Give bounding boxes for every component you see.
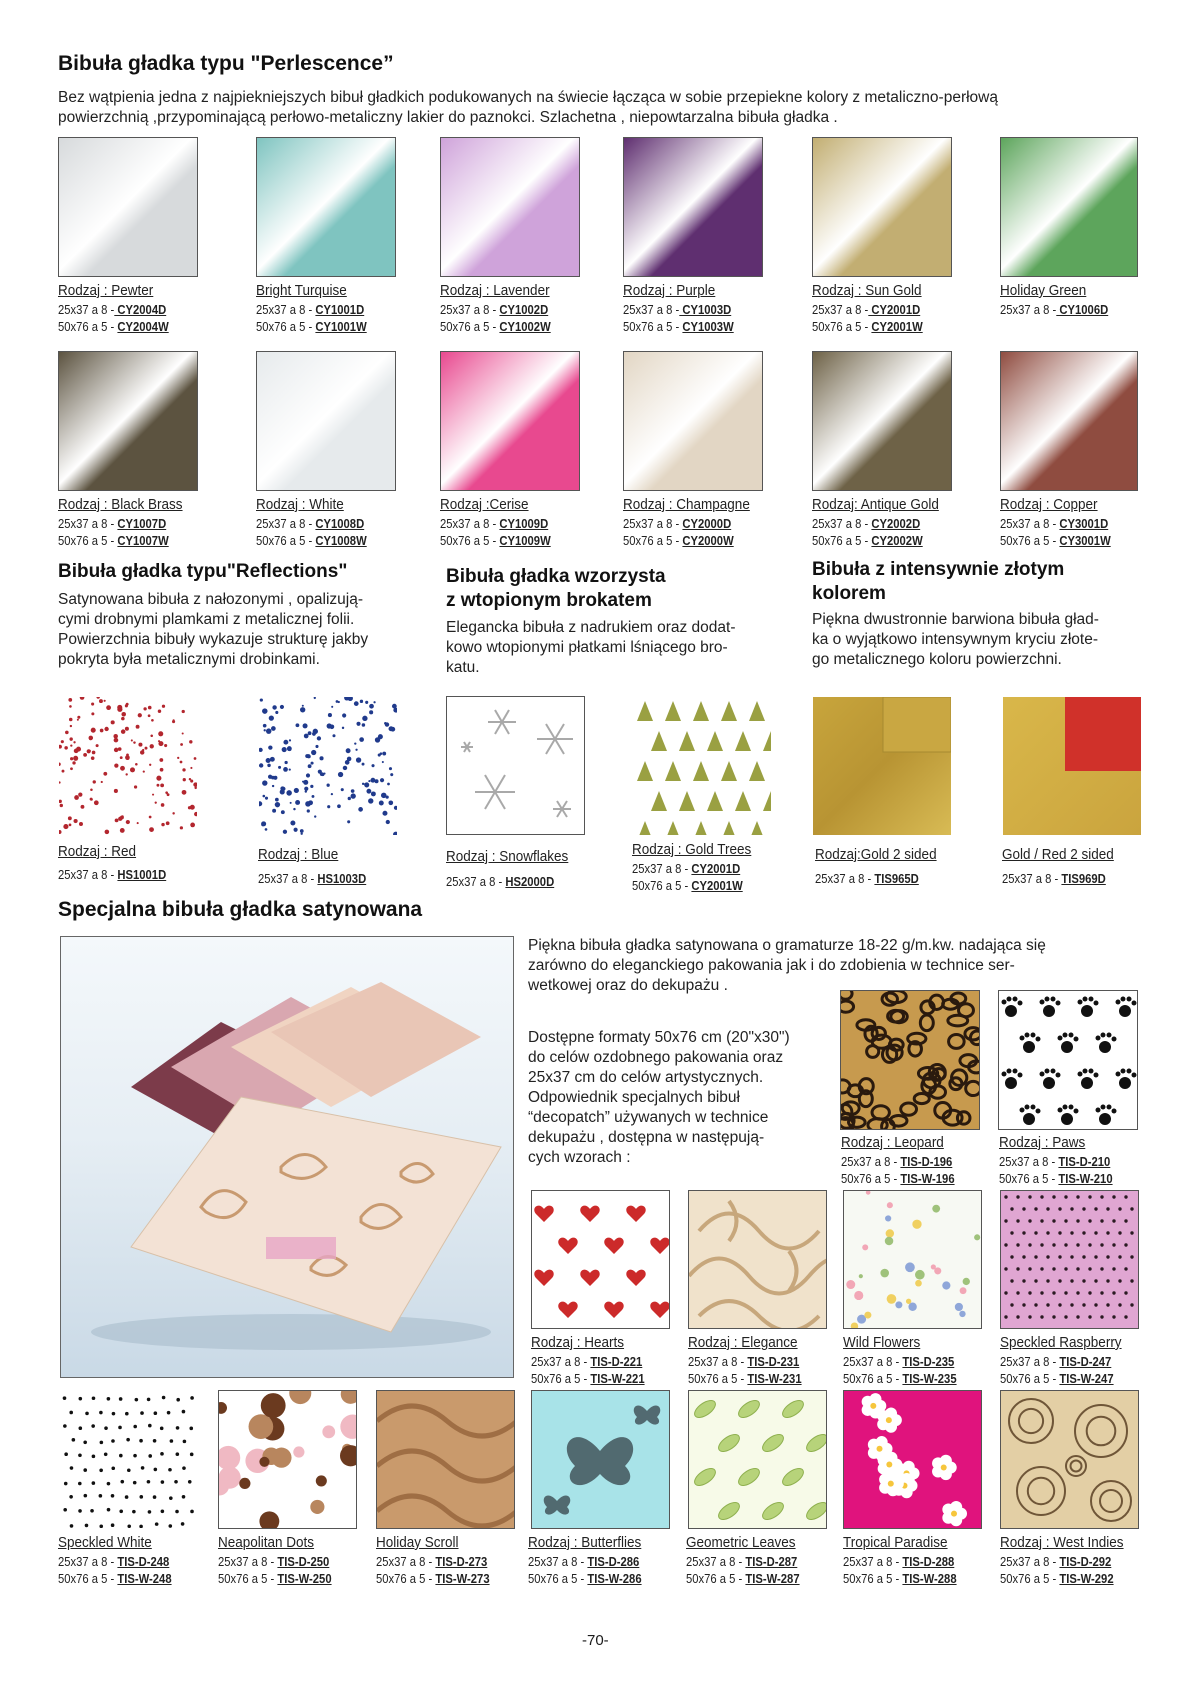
product-label: Tropical Paradise <box>843 1534 948 1551</box>
size-small: 25x37 a 8 - <box>58 517 118 531</box>
product-code-small <box>58 516 166 532</box>
code-small: CY2001D <box>691 862 741 876</box>
product-code-small <box>999 1154 1110 1170</box>
product-code-large <box>218 1571 332 1587</box>
product-code-small <box>623 302 731 318</box>
reflections-desc-line: Powierzchnia bibuły wykazuje strukturę jakby <box>58 631 369 648</box>
product-label: Rodzaj : Snowflakes <box>446 848 569 865</box>
size-small: 25x37 a 8 - <box>843 1555 903 1569</box>
code-small: HS1003D <box>317 872 367 886</box>
product-code-large <box>376 1571 490 1587</box>
code-large: TIS-W-288 <box>902 1572 957 1586</box>
product-code-small <box>843 1554 954 1570</box>
size-small: 25x37 a 8 - <box>815 872 875 886</box>
product-code-small <box>1000 516 1108 532</box>
product-label: Rodzaj : Sun Gold <box>812 282 922 299</box>
product-code-large <box>58 319 169 335</box>
satin-desc-line: cych wzorach : <box>528 1149 631 1166</box>
snowflakes-swatch <box>446 696 585 835</box>
perlescence-desc-line2: powierzchnią ,przypominającą perłowo-metaliczny lakier do paznokci. Szlachetna , niepowtarzalna bibuła gładka . <box>58 109 838 126</box>
size-small: 25x37 a 8 - <box>256 303 316 317</box>
product-label: Rodzaj : Hearts <box>531 1334 625 1351</box>
code-small: CY2002D <box>871 517 921 531</box>
size-large: 50x76 a 5 - <box>528 1572 588 1586</box>
code-small: TIS-D-221 <box>590 1355 643 1369</box>
satin-desc-1 <box>528 936 1088 996</box>
size-large: 50x76 a 5 - <box>812 534 872 548</box>
code-large: TIS-W-221 <box>590 1372 645 1386</box>
product-label: Gold / Red 2 sided <box>1002 846 1114 863</box>
code-small: CY3001D <box>1059 517 1109 531</box>
product-code-small <box>688 1354 799 1370</box>
code-small: CY2000D <box>682 517 732 531</box>
product-code-large <box>812 319 923 335</box>
size-large: 50x76 a 5 - <box>841 1172 901 1186</box>
gold-red-2-sided-swatch <box>1002 696 1142 836</box>
butterflies-swatch <box>531 1390 670 1529</box>
product-code-small <box>1000 302 1108 318</box>
product-code-small <box>812 516 920 532</box>
product-code-large <box>632 878 743 894</box>
size-small: 25x37 a 8 - <box>440 303 500 317</box>
product-label: Rodzaj : Champagne <box>623 496 750 513</box>
speckled-raspberry-swatch <box>1000 1190 1139 1329</box>
product-code-large <box>843 1371 957 1387</box>
size-large: 50x76 a 5 - <box>256 320 316 334</box>
satin-desc-line: Piękna bibuła gładka satynowana o gramaturze 18-22 g/m.kw. nadająca się <box>528 937 1046 954</box>
product-code-large <box>256 319 367 335</box>
product-code-small <box>815 871 919 887</box>
product-code-small <box>446 874 554 890</box>
code-small: CY2001D <box>868 303 921 317</box>
satin-desc-line: dekupażu , dostępna w następują- <box>528 1129 765 1146</box>
gold-trees-swatch <box>632 696 772 836</box>
elegance-swatch <box>688 1190 827 1329</box>
code-small: TIS-D-247 <box>1059 1355 1112 1369</box>
size-small: 25x37 a 8 - <box>812 517 872 531</box>
product-label: Neapolitan Dots <box>218 1534 315 1551</box>
reflections-title: Bibuła gładka typu"Reflections" <box>58 561 348 582</box>
paws-swatch <box>998 990 1138 1130</box>
code-large: CY1002W <box>499 320 551 334</box>
code-small: CY1001D <box>315 303 365 317</box>
brokat-desc-line: katu. <box>446 659 480 676</box>
code-small: TIS-D-196 <box>900 1155 953 1169</box>
code-large: CY2001W <box>691 879 743 893</box>
code-large: CY2004W <box>117 320 169 334</box>
product-code-large <box>58 533 169 549</box>
code-small: CY2004D <box>114 303 167 317</box>
code-large: TIS-W-273 <box>435 1572 490 1586</box>
product-code-large <box>843 1571 957 1587</box>
size-small: 25x37 a 8 - <box>1000 517 1060 531</box>
size-small: 25x37 a 8 - <box>376 1555 436 1569</box>
product-label: Holiday Scroll <box>376 1534 459 1551</box>
product-label: Rodzaj : Elegance <box>688 1334 798 1351</box>
size-large: 50x76 a 5 - <box>623 320 683 334</box>
satin-title: Specjalna bibuła gładka satynowana <box>58 898 423 921</box>
size-small: 25x37 a 8 - <box>58 868 118 882</box>
product-label: Holiday Green <box>1000 282 1087 299</box>
size-small: 25x37 a 8 - <box>1002 872 1062 886</box>
size-small: 25x37 a 8 - <box>440 517 500 531</box>
code-large: CY1001W <box>315 320 367 334</box>
gold-desc-line: go metalicznego koloru powierzchni. <box>812 651 1062 668</box>
satin-desc-line: do celów ozdobnego pakowania oraz <box>528 1049 784 1066</box>
size-large: 50x76 a 5 - <box>1000 534 1060 548</box>
code-large: TIS-W-248 <box>117 1572 172 1586</box>
size-small: 25x37 a 8 - <box>58 303 115 317</box>
satin-desc-line: zarówno do eleganckiego pakowania jak i do zdobienia w technice ser- <box>528 957 1015 974</box>
perlescence-title: Bibuła gładka typu "Perlescence” <box>58 52 394 75</box>
size-small: 25x37 a 8 - <box>623 303 680 317</box>
holiday-scroll-swatch <box>376 1390 515 1529</box>
size-large: 50x76 a 5 - <box>999 1172 1059 1186</box>
product-photo <box>60 936 514 1378</box>
product-label: Rodzaj : Gold Trees <box>632 841 752 858</box>
satin-desc-line: Dostępne formaty 50x76 cm (20"x30") <box>528 1029 790 1046</box>
product-label: Rodzaj: Antique Gold <box>812 496 939 513</box>
product-code-large <box>686 1571 800 1587</box>
product-code-large <box>1000 1571 1114 1587</box>
code-small: TIS-D-288 <box>902 1555 955 1569</box>
wild-flowers-swatch <box>843 1190 982 1329</box>
product-code-large <box>531 1371 645 1387</box>
perlescence-desc-line1: Bez wątpienia jedna z najpiekniejszych bibuł gładkich podukowanych na świecie łącząca w sobie przepiekne kolory z metaliczno-perłową <box>58 89 998 106</box>
speckled-white-swatch <box>58 1390 197 1529</box>
color-swatch <box>256 137 396 277</box>
code-large: TIS-W-292 <box>1059 1572 1114 1586</box>
product-code-small <box>632 861 740 877</box>
product-code-small <box>440 516 548 532</box>
product-label: Rodzaj :Cerise <box>440 496 529 513</box>
code-small: TIS-D-231 <box>747 1355 800 1369</box>
gold-title <box>812 558 1064 606</box>
code-small: CY1008D <box>315 517 365 531</box>
product-code-small <box>531 1354 642 1370</box>
reflections-desc <box>58 590 398 670</box>
color-swatch <box>623 351 763 491</box>
product-label: Wild Flowers <box>843 1334 921 1351</box>
size-small: 25x37 a 8 - <box>632 862 692 876</box>
product-code-small <box>1000 1554 1111 1570</box>
size-small: 25x37 a 8 - <box>812 303 869 317</box>
blue-speckle-swatch <box>258 696 398 836</box>
color-swatch <box>1000 137 1138 277</box>
gold-desc <box>812 610 1152 670</box>
satin-desc-line: “decopatch” używanych w technice <box>528 1109 769 1126</box>
code-small: TIS969D <box>1061 872 1106 886</box>
code-small: CY1006D <box>1056 303 1109 317</box>
code-small: CY1002D <box>499 303 549 317</box>
code-large: CY1008W <box>315 534 367 548</box>
code-small: CY1003D <box>679 303 732 317</box>
satin-desc-line: wetkowej oraz do dekupażu . <box>528 977 728 994</box>
code-large: CY1003W <box>682 320 734 334</box>
code-small: CY1007D <box>117 517 167 531</box>
product-code-large <box>1000 1371 1114 1387</box>
size-large: 50x76 a 5 - <box>440 534 500 548</box>
product-code-small <box>256 516 364 532</box>
color-swatch <box>256 351 396 491</box>
size-large: 50x76 a 5 - <box>1000 1572 1060 1586</box>
size-large: 50x76 a 5 - <box>440 320 500 334</box>
code-large: TIS-W-210 <box>1058 1172 1113 1186</box>
size-small: 25x37 a 8 - <box>58 1555 118 1569</box>
size-small: 25x37 a 8 - <box>218 1555 278 1569</box>
product-code-small <box>623 516 731 532</box>
product-code-large <box>58 1571 172 1587</box>
product-label: Rodzaj : Pewter <box>58 282 154 299</box>
brokat-desc-line: kowo wtopionymi płatkami lśniącego bro- <box>446 639 728 656</box>
size-large: 50x76 a 5 - <box>843 1372 903 1386</box>
product-code-large <box>440 533 551 549</box>
red-speckle-swatch <box>58 696 198 836</box>
code-large: CY1009W <box>499 534 551 548</box>
gold-title-line: kolorem <box>812 583 886 604</box>
product-label: Rodzaj : Purple <box>623 282 716 299</box>
size-large: 50x76 a 5 - <box>843 1572 903 1586</box>
size-small: 25x37 a 8 - <box>999 1155 1059 1169</box>
hearts-swatch <box>531 1190 670 1329</box>
west-indies-swatch <box>1000 1390 1139 1529</box>
size-large: 50x76 a 5 - <box>58 534 118 548</box>
product-code-small <box>58 1554 169 1570</box>
product-code-small <box>58 302 166 318</box>
product-label: Rodzaj : West Indies <box>1000 1534 1124 1551</box>
product-label: Rodzaj : Butterflies <box>528 1534 642 1551</box>
size-small: 25x37 a 8 - <box>686 1555 746 1569</box>
code-large: TIS-W-235 <box>902 1372 957 1386</box>
size-large: 50x76 a 5 - <box>256 534 316 548</box>
product-code-small <box>376 1554 487 1570</box>
code-small: TIS965D <box>874 872 919 886</box>
code-large: CY2002W <box>871 534 923 548</box>
product-code-small <box>440 302 548 318</box>
product-code-small <box>686 1554 797 1570</box>
size-large: 50x76 a 5 - <box>632 879 692 893</box>
product-code-small <box>812 302 920 318</box>
product-code-small <box>1000 1354 1111 1370</box>
brokat-desc <box>446 618 766 678</box>
product-label: Bright Turquise <box>256 282 347 299</box>
product-label: Rodzaj : White <box>256 496 344 513</box>
size-small: 25x37 a 8 - <box>528 1555 588 1569</box>
satin-desc-line: Odpowiednik specjalnych bibuł <box>528 1089 740 1106</box>
code-large: TIS-W-196 <box>900 1172 955 1186</box>
size-small: 25x37 a 8 - <box>531 1355 591 1369</box>
product-code-large <box>812 533 923 549</box>
satin-desc-2 <box>528 1028 818 1168</box>
code-small: TIS-D-287 <box>745 1555 798 1569</box>
reflections-desc-line: Satynowana bibuła z nałozonymi , opalizują- <box>58 591 364 608</box>
product-code-large <box>841 1171 955 1187</box>
size-small: 25x37 a 8 - <box>446 875 506 889</box>
product-label: Rodzaj : Copper <box>1000 496 1098 513</box>
color-swatch <box>58 137 198 277</box>
product-code-large <box>440 319 551 335</box>
code-small: TIS-D-273 <box>435 1555 488 1569</box>
code-large: CY3001W <box>1059 534 1111 548</box>
size-large: 50x76 a 5 - <box>623 534 683 548</box>
code-large: CY2001W <box>871 320 923 334</box>
code-large: TIS-W-231 <box>747 1372 802 1386</box>
code-small: CY1009D <box>499 517 549 531</box>
brokat-title-line: Bibuła gładka wzorzysta <box>446 566 666 587</box>
product-code-small <box>258 871 366 887</box>
product-code-small <box>843 1354 954 1370</box>
product-label: Rodzaj:Gold 2 sided <box>815 846 937 863</box>
code-large: CY1007W <box>117 534 169 548</box>
code-large: CY2000W <box>682 534 734 548</box>
brokat-title <box>446 565 666 613</box>
color-swatch <box>812 137 952 277</box>
product-code-large <box>623 533 734 549</box>
size-large: 50x76 a 5 - <box>531 1372 591 1386</box>
code-small: TIS-D-286 <box>587 1555 640 1569</box>
product-code-large <box>623 319 734 335</box>
product-code-small <box>841 1154 952 1170</box>
size-small: 25x37 a 8 - <box>1000 303 1057 317</box>
code-large: TIS-W-247 <box>1059 1372 1114 1386</box>
product-code-large <box>256 533 367 549</box>
product-code-small <box>528 1554 639 1570</box>
brokat-desc-line: Elegancka bibuła z nadrukiem oraz dodat- <box>446 619 736 636</box>
color-swatch <box>812 351 952 491</box>
product-code-large <box>1000 533 1111 549</box>
product-code-small <box>256 302 364 318</box>
gold-title-line: Bibuła z intensywnie złotym <box>812 559 1065 580</box>
product-label: Geometric Leaves <box>686 1534 796 1551</box>
geometric-leaves-swatch <box>688 1390 827 1529</box>
product-label: Rodzaj : Lavender <box>440 282 550 299</box>
code-small: TIS-D-250 <box>277 1555 330 1569</box>
satin-desc-line: 25x37 cm do celów artystycznych. <box>528 1069 764 1086</box>
leopard-swatch <box>840 990 980 1130</box>
size-large: 50x76 a 5 - <box>686 1572 746 1586</box>
product-code-small <box>1002 871 1106 887</box>
product-label: Speckled Raspberry <box>1000 1334 1122 1351</box>
tropical-paradise-swatch <box>843 1390 982 1529</box>
product-label: Speckled White <box>58 1534 152 1551</box>
size-large: 50x76 a 5 - <box>812 320 872 334</box>
size-large: 50x76 a 5 - <box>58 320 118 334</box>
size-small: 25x37 a 8 - <box>688 1355 748 1369</box>
code-small: TIS-D-292 <box>1059 1555 1112 1569</box>
size-large: 50x76 a 5 - <box>376 1572 436 1586</box>
brokat-title-line: z wtopionym brokatem <box>446 590 652 611</box>
product-label: Rodzaj : Leopard <box>841 1134 944 1151</box>
product-label: Rodzaj : Paws <box>999 1134 1086 1151</box>
color-swatch <box>623 137 763 277</box>
size-large: 50x76 a 5 - <box>218 1572 278 1586</box>
code-small: TIS-D-210 <box>1058 1155 1111 1169</box>
size-large: 50x76 a 5 - <box>1000 1372 1060 1386</box>
code-small: TIS-D-248 <box>117 1555 170 1569</box>
size-small: 25x37 a 8 - <box>1000 1555 1060 1569</box>
color-swatch <box>440 137 580 277</box>
reflections-desc-line: pokryta była metalicznymi drobinkami. <box>58 651 320 668</box>
product-code-small <box>218 1554 329 1570</box>
code-small: HS2000D <box>505 875 555 889</box>
neapolitan-dots-swatch <box>218 1390 357 1529</box>
reflections-desc-line: cymi drobnymi plamkami z metalicznej folii. <box>58 611 355 628</box>
product-code-small <box>58 867 166 883</box>
size-large: 50x76 a 5 - <box>58 1572 118 1586</box>
code-large: TIS-W-286 <box>587 1572 642 1586</box>
page-number: -70- <box>582 1632 609 1649</box>
code-large: TIS-W-287 <box>745 1572 800 1586</box>
size-large: 50x76 a 5 - <box>688 1372 748 1386</box>
size-small: 25x37 a 8 - <box>623 517 683 531</box>
code-small: HS1001D <box>117 868 167 882</box>
gold-desc-line: Piękna dwustronnie barwiona bibuła gład- <box>812 611 1099 628</box>
gold-2-sided-swatch <box>812 696 952 836</box>
code-small: TIS-D-235 <box>902 1355 955 1369</box>
product-code-large <box>528 1571 642 1587</box>
code-large: TIS-W-250 <box>277 1572 332 1586</box>
size-small: 25x37 a 8 - <box>258 872 318 886</box>
color-swatch <box>1000 351 1138 491</box>
color-swatch <box>440 351 580 491</box>
color-swatch <box>58 351 198 491</box>
size-small: 25x37 a 8 - <box>256 517 316 531</box>
product-label: Rodzaj : Red <box>58 843 137 860</box>
size-small: 25x37 a 8 - <box>1000 1355 1060 1369</box>
gold-desc-line: ka o wyjątkowo intensywnym kryciu złote- <box>812 631 1098 648</box>
product-label: Rodzaj : Black Brass <box>58 496 183 513</box>
size-small: 25x37 a 8 - <box>841 1155 901 1169</box>
size-small: 25x37 a 8 - <box>843 1355 903 1369</box>
product-code-large <box>688 1371 802 1387</box>
product-code-large <box>999 1171 1113 1187</box>
product-label: Rodzaj : Blue <box>258 846 339 863</box>
